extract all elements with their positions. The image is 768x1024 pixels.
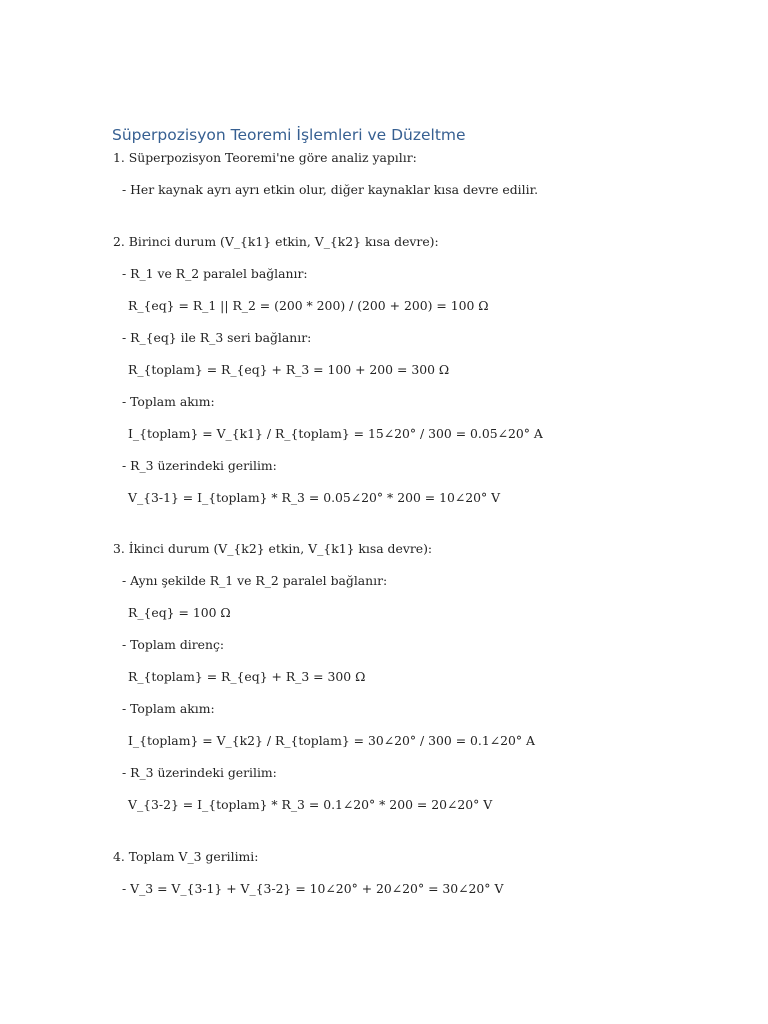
section-3-item: - Toplam akım: — [122, 701, 215, 716]
section-4-heading: 4. Toplam V_3 gerilimi: — [113, 849, 259, 864]
section-3-formula: R_{toplam} = R_{eq} + R_3 = 300 Ω — [128, 669, 366, 684]
section-1-item: - Her kaynak ayrı ayrı etkin olur, diğer kaynaklar kısa devre edilir. — [122, 182, 539, 197]
section-2-formula: V_{3-1} = I_{toplam} * R_3 = 0.05∠20° * 200 = 10∠20° V — [128, 490, 501, 505]
document-title: Süperpozisyon Teoremi İşlemleri ve Düzeltme — [112, 126, 466, 144]
section-3-item: - R_3 üzerindeki gerilim: — [122, 765, 277, 780]
section-2-item: - R_{eq} ile R_3 seri bağlanır: — [122, 330, 312, 345]
section-1-heading: 1. Süperpozisyon Teoremi'ne göre analiz yapılır: — [113, 150, 417, 165]
section-2-heading: 2. Birinci durum (V_{k1} etkin, V_{k2} kısa devre): — [113, 234, 439, 249]
section-3-formula: V_{3-2} = I_{toplam} * R_3 = 0.1∠20° * 200 = 20∠20° V — [128, 797, 493, 812]
section-2-formula: I_{toplam} = V_{k1} / R_{toplam} = 15∠20° / 300 = 0.05∠20° A — [128, 426, 543, 441]
section-4-item: - V_3 = V_{3-1} + V_{3-2} = 10∠20° + 20∠20° = 30∠20° V — [122, 881, 504, 896]
section-2-item: - Toplam akım: — [122, 394, 215, 409]
section-3-formula: I_{toplam} = V_{k2} / R_{toplam} = 30∠20° / 300 = 0.1∠20° A — [128, 733, 535, 748]
section-3-item: - Toplam direnç: — [122, 637, 225, 652]
section-3-formula: R_{eq} = 100 Ω — [128, 605, 231, 620]
section-2-formula: R_{eq} = R_1 || R_2 = (200 * 200) / (200 + 200) = 100 Ω — [128, 298, 489, 313]
section-2-item: - R_1 ve R_2 paralel bağlanır: — [122, 266, 308, 281]
section-3-item: - Aynı şekilde R_1 ve R_2 paralel bağlanır: — [122, 573, 388, 588]
section-3-heading: 3. İkinci durum (V_{k2} etkin, V_{k1} kısa devre): — [113, 541, 433, 556]
section-2-item: - R_3 üzerindeki gerilim: — [122, 458, 277, 473]
section-2-formula: R_{toplam} = R_{eq} + R_3 = 100 + 200 = 300 Ω — [128, 362, 450, 377]
